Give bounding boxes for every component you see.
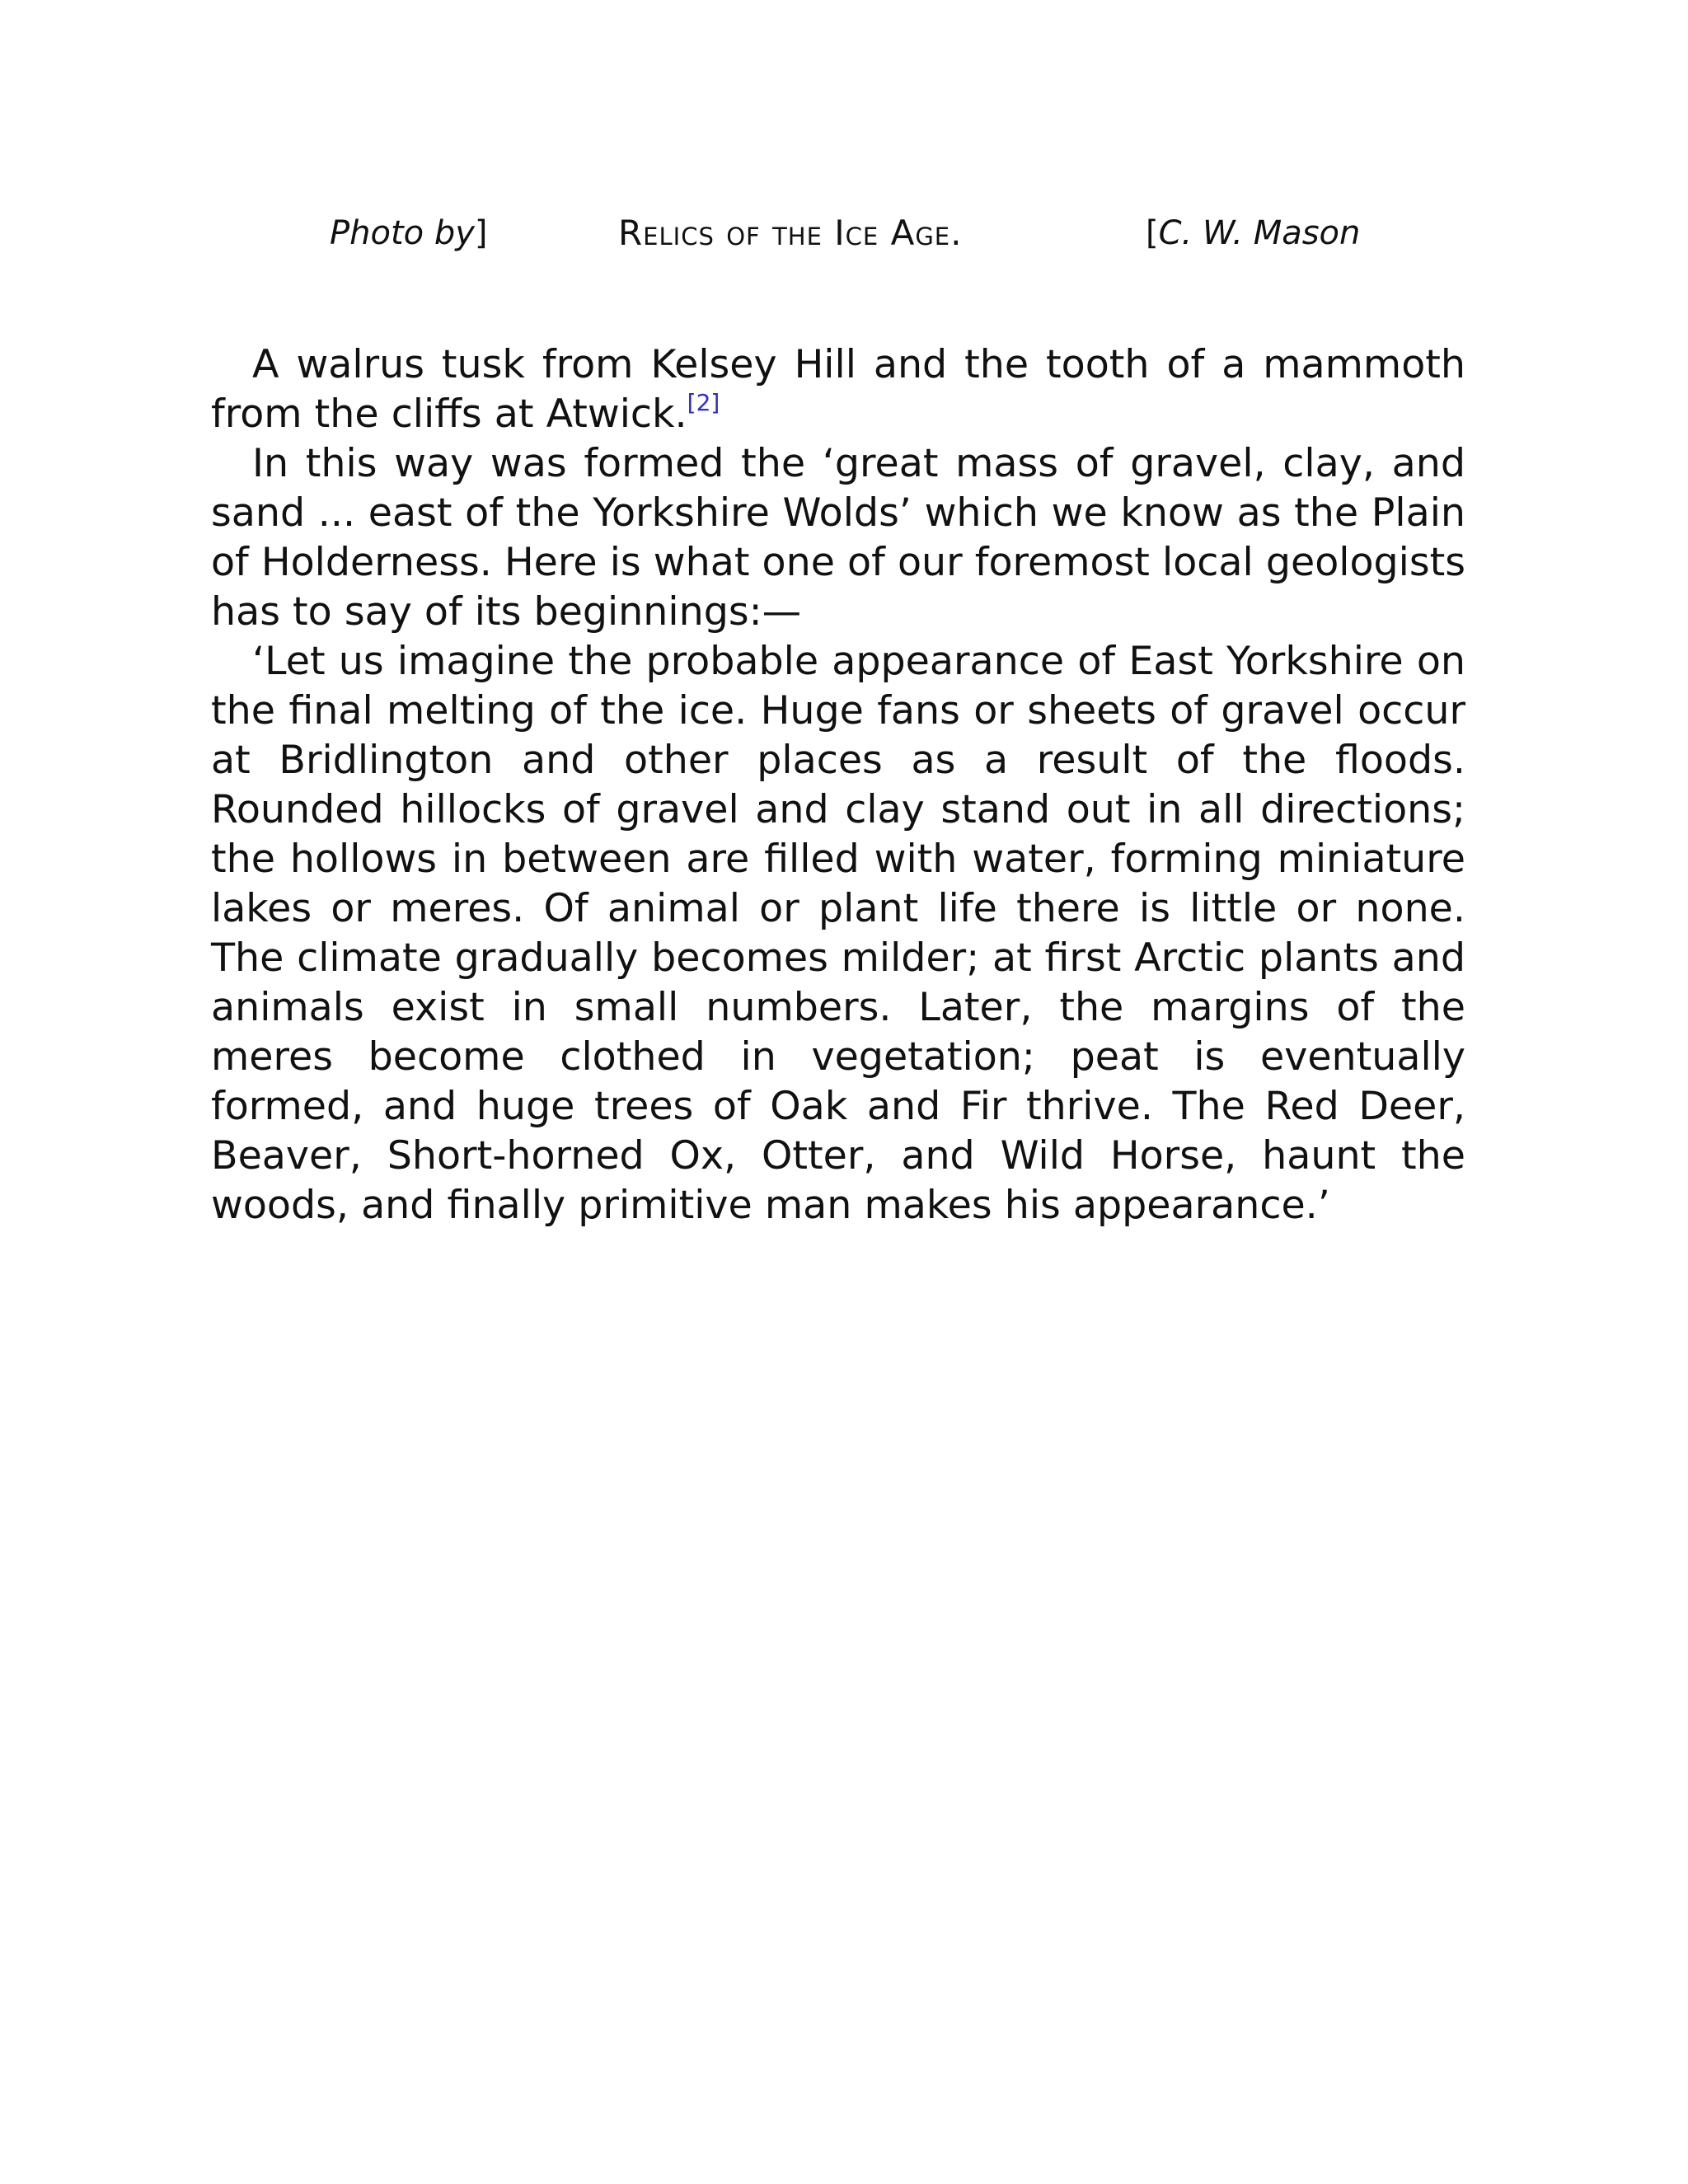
paragraph-walrus-tusk	[211, 340, 1465, 439]
photo-caption	[330, 204, 1360, 262]
paragraph-geologist-quote: ‘Let us imagine the probable appearance of East Yorkshire on the final melting of the ice. Huge fans or sheets of gravel occur at Bridlington and other places as a result of the floods. Rounded hillocks of gravel and clay stand out in all directions; the hollows in between are filled with water, forming miniature lakes or meres. Of animal or plant life there is little or none. The climate gradually becomes milder; at first Arctic plants and animals exist in small numbers. Later, the margins of the meres become clothed in vegetation; peat is eventually formed, and huge trees of Oak and Fir thrive. The Red Deer, Beaver, Short-horned Ox, Otter, and Wild Horse, haunt the woods, and finally primitive man makes his appearance.’	[211, 639, 1465, 1228]
caption-title: Relics of the Ice Age.	[618, 213, 963, 253]
footnote-link[interactable]: [2]	[687, 389, 720, 416]
closing-bracket: ]	[474, 214, 488, 252]
body-text	[211, 340, 1465, 1230]
opening-bracket: [	[1146, 214, 1159, 252]
paragraph-text: A walrus tusk from Kelsey Hill and the tooth of a mammoth from the cliffs at Atwick.	[211, 342, 1465, 437]
photographer-credit	[1146, 204, 1360, 262]
photo-credit-prefix	[330, 204, 488, 262]
photographer-name: C. W. Mason	[1158, 214, 1361, 252]
paragraph-holderness: In this way was formed the ‘great mass of gravel, clay, and sand ... east of the Yorkshire Wolds’ which we know as the Plain of Holderness. Here is what one of our foremost local geologists has to say of its beginnings:—	[211, 441, 1465, 635]
photo-by-label: Photo by	[330, 214, 475, 252]
